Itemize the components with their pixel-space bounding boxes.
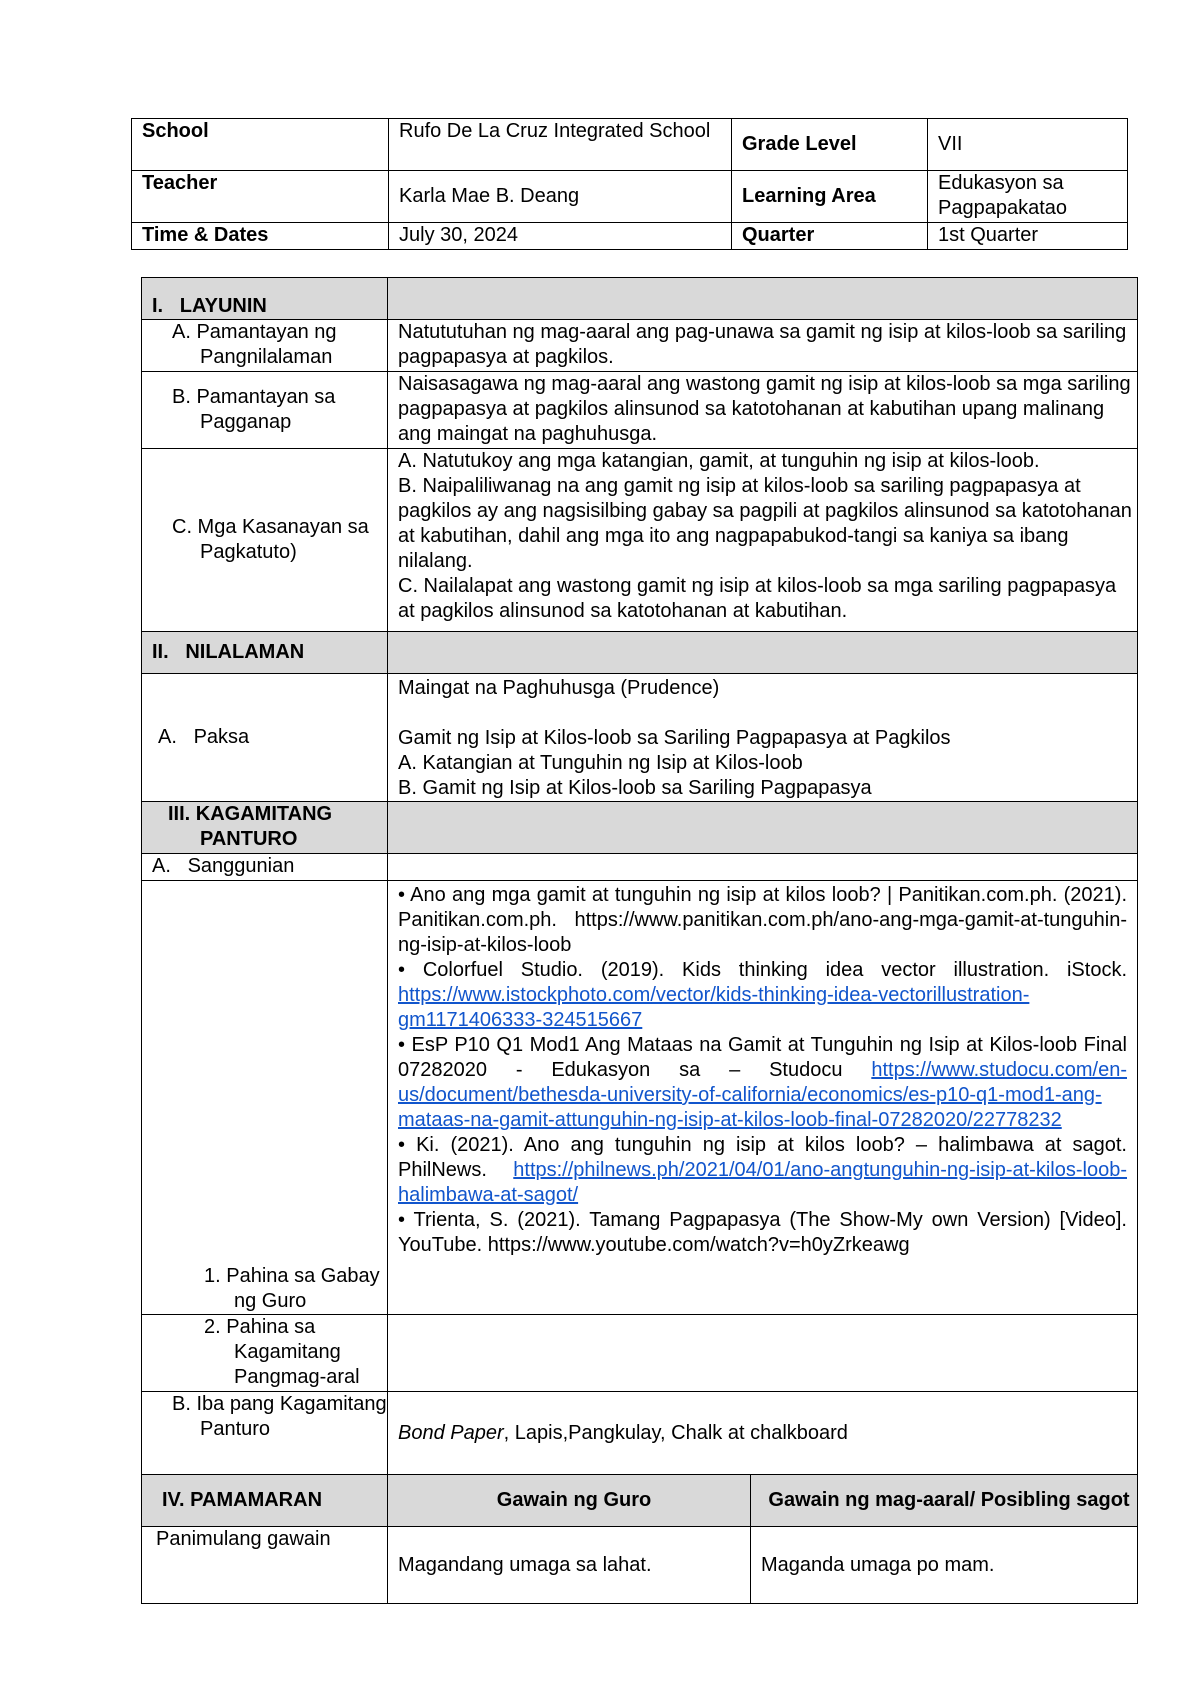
reference-item: • EsP P10 Q1 Mod1 Ang Mataas na Gamit at Tunguhin ng Isip at Kilos-loob Final 07282020 - Edukasyon sa – Studocu https://www.studocu.com/en-us/document/bethesda-university-of-california/economics/es-p10-q1-mod1-ang-mataas-na-gamit-attunguhin-ng-isip-at-kilos-loob-final-07282020/22778232 bbox=[398, 1034, 1127, 1131]
paksa-line: Gamit ng Isip at Kilos-loob sa Sariling Pagpapasya at Pagkilos bbox=[398, 727, 951, 749]
panimula-guro: Magandang umaga sa lahat. bbox=[388, 1527, 751, 1604]
layunin-c-item: C. Nailalapat ang wastong gamit ng isip at kilos-loob sa mga sariling pagpapasya at pagkilos alinsunod sa katotohanan at kabutihan. bbox=[398, 575, 1117, 622]
layunin-b-label: B. Pamantayan sa Pagganap bbox=[142, 372, 388, 449]
layunin-c-item: A. Natutukoy ang mga katangian, gamit, at tunguhin ng isip at kilos-loob. bbox=[398, 450, 1040, 472]
pamamaraan-heading: IV. PAMAMARAN bbox=[142, 1475, 388, 1527]
paksa-content bbox=[388, 674, 1138, 802]
quarter-value: 1st Quarter bbox=[928, 223, 1128, 250]
grade-label: Grade Level bbox=[732, 119, 928, 171]
layunin-a-text: Natututuhan ng mag-aaral ang pag-unawa sa gamit ng isip at kilos-loob sa sariling pagpapasya at pagkilos. bbox=[388, 320, 1138, 372]
nilalaman-heading: II. NILALAMAN bbox=[142, 632, 388, 674]
iba-content: Bond Paper, Lapis,Pangkulay, Chalk at chalkboard bbox=[388, 1392, 1138, 1475]
grade-value: VII bbox=[928, 119, 1128, 171]
reference-link[interactable]: https://www.istockphoto.com/vector/kids-thinking-idea-vectorillustration-gm1171406333-324515667 bbox=[398, 984, 1030, 1031]
panimula-label: Panimulang gawain bbox=[142, 1527, 388, 1604]
time-label: Time & Dates bbox=[132, 223, 389, 250]
reference-link[interactable]: https://philnews.ph/2021/04/01/ano-angtunguhin-ng-isip-at-kilos-loob-halimbawa-at-sagot/ bbox=[398, 1159, 1127, 1206]
area-label: Learning Area bbox=[732, 171, 928, 223]
reference-item: • Trienta, S. (2021). Tamang Pagpapasya (The Show-My own Version) [Video]. YouTube. https://www.youtube.com/watch?v=h0yZrkeawg bbox=[398, 1209, 1127, 1256]
sanggunian-blank bbox=[388, 854, 1138, 881]
iba-label: B. Iba pang Kagamitang Panturo bbox=[142, 1392, 388, 1475]
time-value: July 30, 2024 bbox=[389, 223, 732, 250]
reference-item: • Ano ang mga gamit at tunguhin ng isip at kilos loob? | Panitikan.com.ph. (2021). Panitikan.com.ph. https://www.panitikan.com.ph/ano-ang-mga-gamit-at-tunguhin-ng-isip-at-kilos-loob bbox=[398, 884, 1127, 956]
panimula-aaral: Maganda umaga po mam. bbox=[751, 1527, 1138, 1604]
layunin-c-item: B. Naipaliliwanag na ang gamit ng isip at kilos-loob sa sariling pagpapasya at pagkilos ay ang nagsisilbing gabay sa pagpili at pagkilos alinsunod sa katotohanan at kabutihan, dahil ang mga ito ang nagpapabukod-tangi sa kaniya sa ibang nilalang. bbox=[398, 475, 1132, 572]
nilalaman-heading-blank bbox=[388, 632, 1138, 674]
col-aaral-heading: Gawain ng mag-aaral/ Posibling sagot bbox=[751, 1475, 1138, 1527]
lesson-plan-table bbox=[141, 277, 1138, 1604]
paksa-label: A. Paksa bbox=[142, 674, 388, 802]
reference-link[interactable]: https://www.studocu.com/en-us/document/bethesda-university-of-california/economics/es-p10-q1-mod1-ang-mataas-na-gamit-attunguhin-ng-isip-at-kilos-loob-final-07282020/22778232 bbox=[398, 1059, 1127, 1131]
school-label: School bbox=[132, 119, 389, 171]
col-guro-heading: Gawain ng Guro bbox=[388, 1475, 751, 1527]
layunin-c-list bbox=[388, 449, 1138, 632]
reference-item: • Colorfuel Studio. (2019). Kids thinking idea vector illustration. iStock. https://www.istockphoto.com/vector/kids-thinking-idea-vectorillustration-gm1171406333-324515667 bbox=[398, 959, 1127, 1031]
layunin-b-text: Naisasagawa ng mag-aaral ang wastong gamit ng isip at kilos-loob sa mga sariling pagpapasya at pagkilos alinsunod sa katotohanan at kabutihan upang malinang ang maingat na paghuhusga. bbox=[388, 372, 1138, 449]
kagamitan-heading-blank bbox=[388, 802, 1138, 854]
kagamitang-blank bbox=[388, 1315, 1138, 1392]
paksa-line: A. Katangian at Tunguhin ng Isip at Kilos-loob bbox=[398, 752, 803, 774]
teacher-label: Teacher bbox=[132, 171, 389, 223]
paksa-title: Maingat na Paghuhusga (Prudence) bbox=[398, 677, 720, 699]
layunin-a-label: A. Pamantayan ng Pangnilalaman bbox=[142, 320, 388, 372]
kagamitan-heading: III. KAGAMITANG PANTURO bbox=[142, 802, 388, 854]
iba-italic: Bond Paper bbox=[398, 1421, 504, 1444]
layunin-c-label: C. Mga Kasanayan sa Pagkatuto) bbox=[142, 449, 388, 632]
area-value: Edukasyon sa Pagpapakatao bbox=[928, 171, 1128, 223]
layunin-heading-blank bbox=[388, 278, 1138, 320]
school-value: Rufo De La Cruz Integrated School bbox=[389, 119, 732, 171]
teacher-value: Karla Mae B. Deang bbox=[389, 171, 732, 223]
kagamitang-label: 2. Pahina sa Kagamitang Pangmag-aral bbox=[142, 1315, 388, 1392]
gabay-label: 1. Pahina sa Gabay ng Guro bbox=[142, 881, 388, 1315]
sanggunian-label: A. Sanggunian bbox=[142, 854, 388, 881]
paksa-line: B. Gamit ng Isip at Kilos-loob sa Sariling Pagpapasya bbox=[398, 777, 872, 799]
reference-item: • Ki. (2021). Ano ang tunguhin ng isip at kilos loob? – halimbawa at sagot. PhilNews. https://philnews.ph/2021/04/01/ano-angtunguhin-ng-isip-at-kilos-loob-halimbawa-at-sagot/ bbox=[398, 1134, 1127, 1206]
header-table bbox=[131, 118, 1128, 250]
quarter-label: Quarter bbox=[732, 223, 928, 250]
references-list bbox=[388, 881, 1138, 1315]
layunin-heading: I. LAYUNIN bbox=[142, 278, 388, 320]
